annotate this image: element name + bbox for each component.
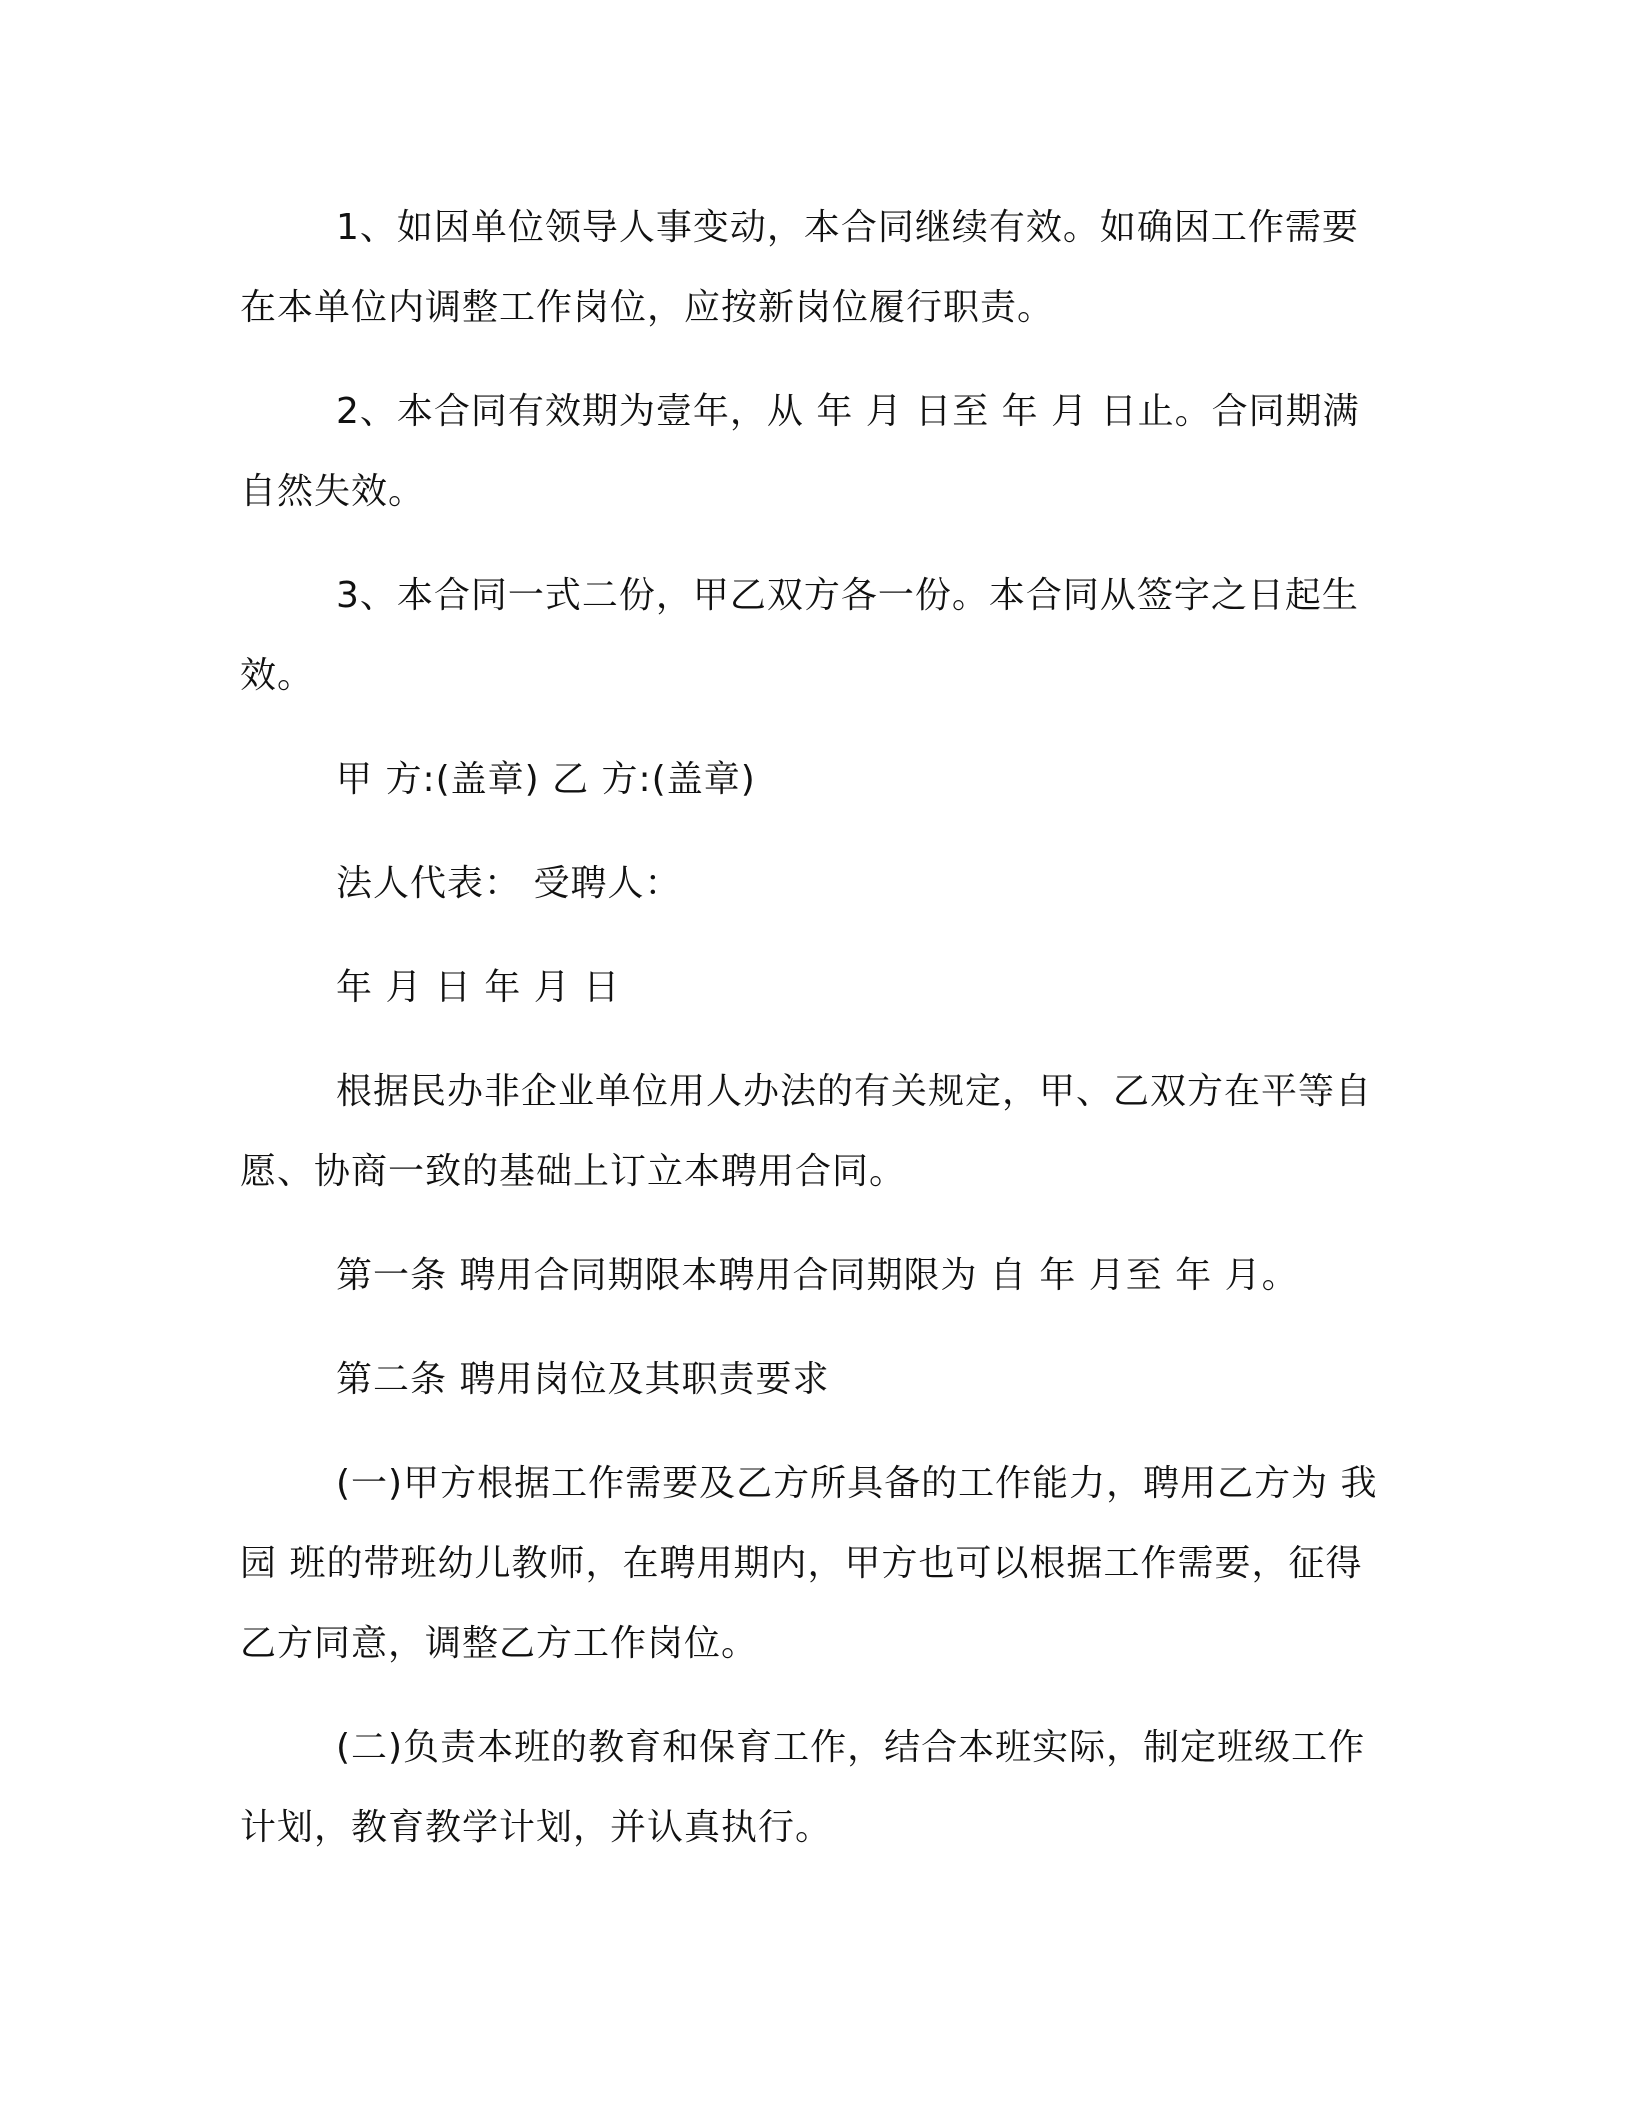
article-1-term: 第一条 聘用合同期限本聘用合同期限为 自 年 月至 年 月。 (336, 1255, 1299, 1296)
clause-3-copies: 3、本合同一式二份，甲乙双方各一份。本合同从签字之日起生效。 (240, 575, 1359, 696)
preamble: 根据民办非企业单位用人办法的有关规定，甲、乙双方在平等自愿、协商一致的基础上订立本聘用合同。 (240, 1071, 1373, 1192)
date-line: 年 月 日 年 月 日 (336, 967, 621, 1008)
document-body (240, 188, 1380, 1892)
clause-1: 1、如因单位领导人事变动，本合同继续有效。如确因工作需要在本单位内调整工作岗位，应按新岗位履行职责。 (240, 207, 1359, 328)
clause-2-validity-period: 2、本合同有效期为壹年，从 年 月 日至 年 月 日止。合同期满自然失效。 (240, 391, 1360, 512)
signature-line: 法人代表： 受聘人： (336, 863, 682, 904)
article-2-heading: 第二条 聘用岗位及其职责要求 (336, 1359, 830, 1400)
article-2-item-1: (一)甲方根据工作需要及乙方所具备的工作能力，聘用乙方为 我园 班的带班幼儿教师，在聘用期内，甲方也可以根据工作需要，征得乙方同意，调整乙方工作岗位。 (240, 1463, 1378, 1664)
article-2-item-2: (二)负责本班的教育和保育工作，结合本班实际，制定班级工作计划，教育教学计划，并认真执行。 (240, 1727, 1366, 1848)
party-seal-line: 甲 方:(盖章) 乙 方:(盖章) (336, 759, 756, 800)
